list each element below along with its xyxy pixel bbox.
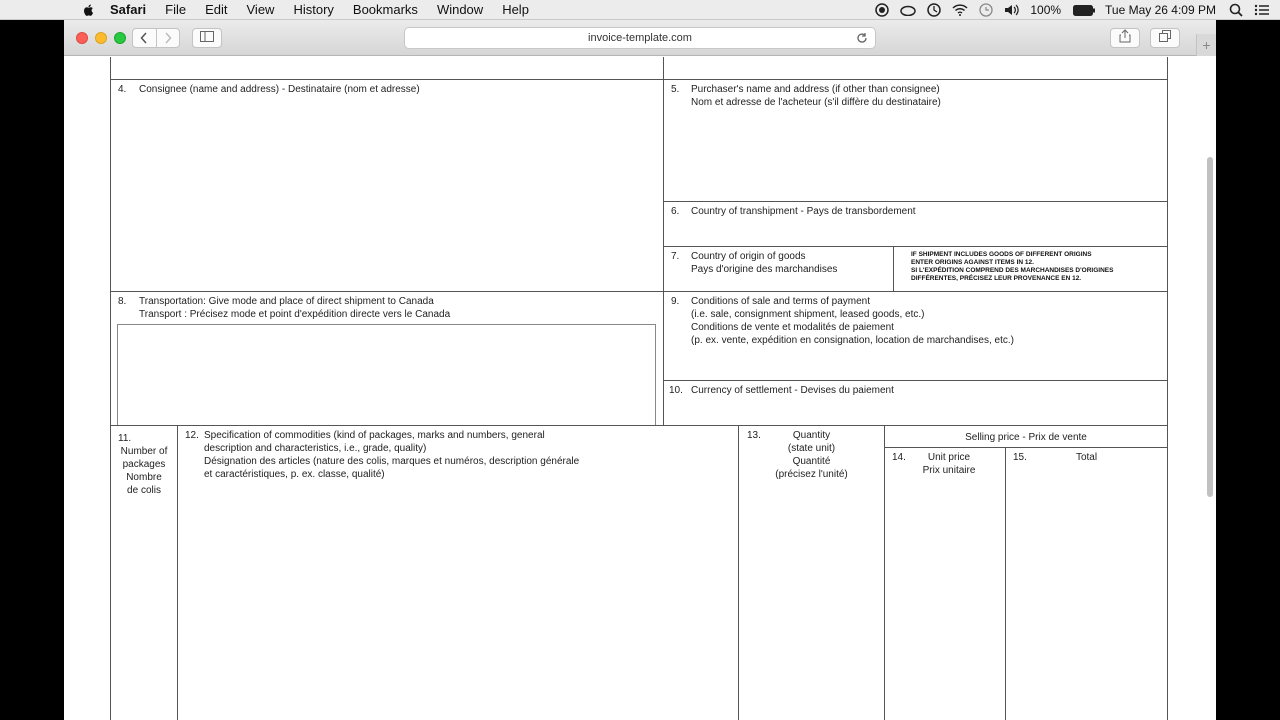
battery-icon[interactable] (1073, 3, 1095, 17)
transportation-input[interactable] (117, 324, 656, 429)
conditions-hint-en: (i.e. sale, consignment shipment, leased goods, etc.) (691, 309, 925, 320)
packages-label-4: de colis (127, 485, 161, 496)
country-of-origin-field[interactable] (663, 246, 894, 292)
menu-app-name[interactable]: Safari (110, 2, 147, 17)
consignee-field[interactable] (110, 79, 664, 292)
browser-toolbar (64, 20, 1216, 56)
close-window-button[interactable] (76, 32, 88, 44)
notification-center-icon[interactable] (1254, 3, 1270, 17)
cloud-icon[interactable] (900, 3, 916, 17)
menu-bar (0, 0, 1280, 20)
selling-price-header (884, 425, 1168, 448)
quantity-label-2: (state unit) (787, 443, 836, 454)
field-number: 5. (671, 84, 680, 95)
conditions-label-fr: Conditions de vente et modalités de paiement (691, 322, 894, 333)
conditions-hint-fr: (p. ex. vente, expédition en consignation, location de marchandises, etc.) (691, 335, 1014, 346)
origin-label-fr: Pays d'origine des marchandises (691, 264, 838, 275)
menu-edit[interactable]: Edit (205, 2, 228, 17)
forward-arrow-icon[interactable] (157, 32, 180, 44)
purchaser-label-fr: Nom et adresse de l'acheteur (s'il diffère du destinataire) (691, 97, 941, 108)
sidebar-button[interactable] (192, 28, 222, 48)
transportation-label-fr: Transport : Précisez mode et point d'expédition directe vers le Canada (139, 309, 451, 320)
quantity-label-1: Quantity (792, 430, 831, 441)
record-icon[interactable] (874, 3, 890, 17)
conditions-of-sale-field[interactable] (663, 291, 1168, 381)
wifi-icon[interactable] (952, 3, 968, 17)
field-number: 8. (118, 296, 127, 307)
time-machine-icon[interactable] (978, 3, 994, 17)
field-number: 10. (669, 385, 683, 396)
total-label: Total (1075, 452, 1098, 463)
origin-note-en-2: ENTER ORIGINS AGAINST ITEMS IN 12. (911, 259, 1034, 266)
field-number: 4. (118, 84, 127, 95)
menu-bookmarks[interactable]: Bookmarks (352, 2, 418, 17)
packages-label-2: packages (122, 459, 166, 470)
selling-price-label: Selling price - Prix de vente (965, 432, 1087, 443)
origin-note-en-1: IF SHIPMENT INCLUDES GOODS OF DIFFERENT ORIGINS (911, 251, 1092, 258)
unit-price-column[interactable] (884, 447, 1006, 720)
menu-history[interactable]: History (293, 2, 334, 17)
page-content (64, 57, 1216, 720)
field-number: 6. (671, 206, 680, 217)
unit-price-label-fr: Prix unitaire (922, 465, 976, 476)
apple-icon[interactable] (82, 3, 96, 17)
transhipment-field[interactable] (663, 201, 1168, 247)
tabs-overview-button[interactable] (1150, 28, 1180, 48)
share-icon (1119, 29, 1131, 48)
menu-help[interactable]: Help (502, 2, 529, 17)
field-number: 15. (1013, 452, 1027, 463)
address-bar[interactable] (404, 27, 876, 49)
zoom-window-button[interactable] (114, 32, 126, 44)
unit-price-label-en: Unit price (927, 452, 971, 463)
field-number: 13. (747, 430, 761, 441)
menu-window[interactable]: Window (436, 2, 484, 17)
minimize-window-button[interactable] (95, 32, 107, 44)
origin-note-box (893, 246, 1168, 292)
share-button[interactable] (1110, 28, 1140, 48)
field-number: 12. (185, 430, 199, 441)
form-cell-3b[interactable] (663, 57, 1168, 80)
packages-label-3: Nombre (126, 472, 162, 483)
volume-icon[interactable] (1004, 3, 1020, 17)
specification-label-2: description and characteristics, i.e., grade, quality) (204, 443, 427, 454)
quantity-label-3: Quantité (792, 456, 831, 467)
specification-of-commodities-column[interactable] (177, 425, 739, 720)
address-url: invoice-template.com (588, 32, 692, 44)
origin-label-en: Country of origin of goods (691, 251, 806, 262)
specification-label-3: Désignation des articles (nature des colis, marques et numéros, description générale (204, 456, 580, 467)
purchaser-field[interactable] (663, 79, 1168, 202)
vertical-scrollbar[interactable] (1207, 157, 1213, 497)
clock-datetime[interactable]: Tue May 26 4:09 PM (1105, 3, 1216, 17)
origin-note-fr-1: SI L'EXPÉDITION COMPREND DES MARCHANDISES D'ORIGINES (911, 267, 1114, 274)
currency-field[interactable] (663, 380, 1168, 426)
form-cell-3[interactable] (110, 57, 664, 80)
quantity-column[interactable] (738, 425, 885, 720)
transhipment-label: Country of transhipment - Pays de transbordement (691, 206, 916, 217)
safari-window (64, 20, 1216, 720)
origin-note-fr-2: DIFFÉRENTES, PRÉCISEZ LEUR PROVENANCE EN 12. (911, 275, 1082, 282)
back-arrow-icon[interactable] (133, 32, 156, 44)
total-column[interactable] (1005, 447, 1168, 720)
spotlight-search-icon[interactable] (1228, 3, 1244, 17)
battery-percent: 100% (1030, 3, 1062, 17)
consignee-label: Consignee (name and address) - Destinataire (nom et adresse) (139, 84, 420, 95)
purchaser-label-en: Purchaser's name and address (if other than consignee) (691, 84, 940, 95)
sidebar-icon (200, 29, 214, 47)
specification-label-1: Specification of commodities (kind of packages, marks and numbers, general (204, 430, 545, 441)
field-number: 7. (671, 251, 680, 262)
transportation-field (110, 291, 664, 426)
specification-label-4: et caractéristiques, p. ex. classe, qualité) (204, 469, 385, 480)
packages-label-1: Number of (120, 446, 168, 457)
menu-view[interactable]: View (246, 2, 275, 17)
transportation-label-en: Transportation: Give mode and place of direct shipment to Canada (139, 296, 434, 307)
field-number: 11. (118, 433, 132, 444)
conditions-label-en: Conditions of sale and terms of payment (691, 296, 870, 307)
quantity-label-4: (précisez l'unité) (775, 469, 848, 480)
field-number: 9. (671, 296, 680, 307)
new-tab-button[interactable]: + (1196, 34, 1216, 56)
menu-file[interactable]: File (165, 2, 187, 17)
reload-icon[interactable] (855, 31, 869, 45)
field-number: 14. (892, 452, 906, 463)
clock-icon[interactable] (926, 3, 942, 17)
number-of-packages-column[interactable] (110, 425, 178, 720)
back-forward-buttons (132, 28, 180, 48)
tabs-icon (1159, 29, 1171, 47)
currency-label: Currency of settlement - Devises du paiement (691, 385, 894, 396)
